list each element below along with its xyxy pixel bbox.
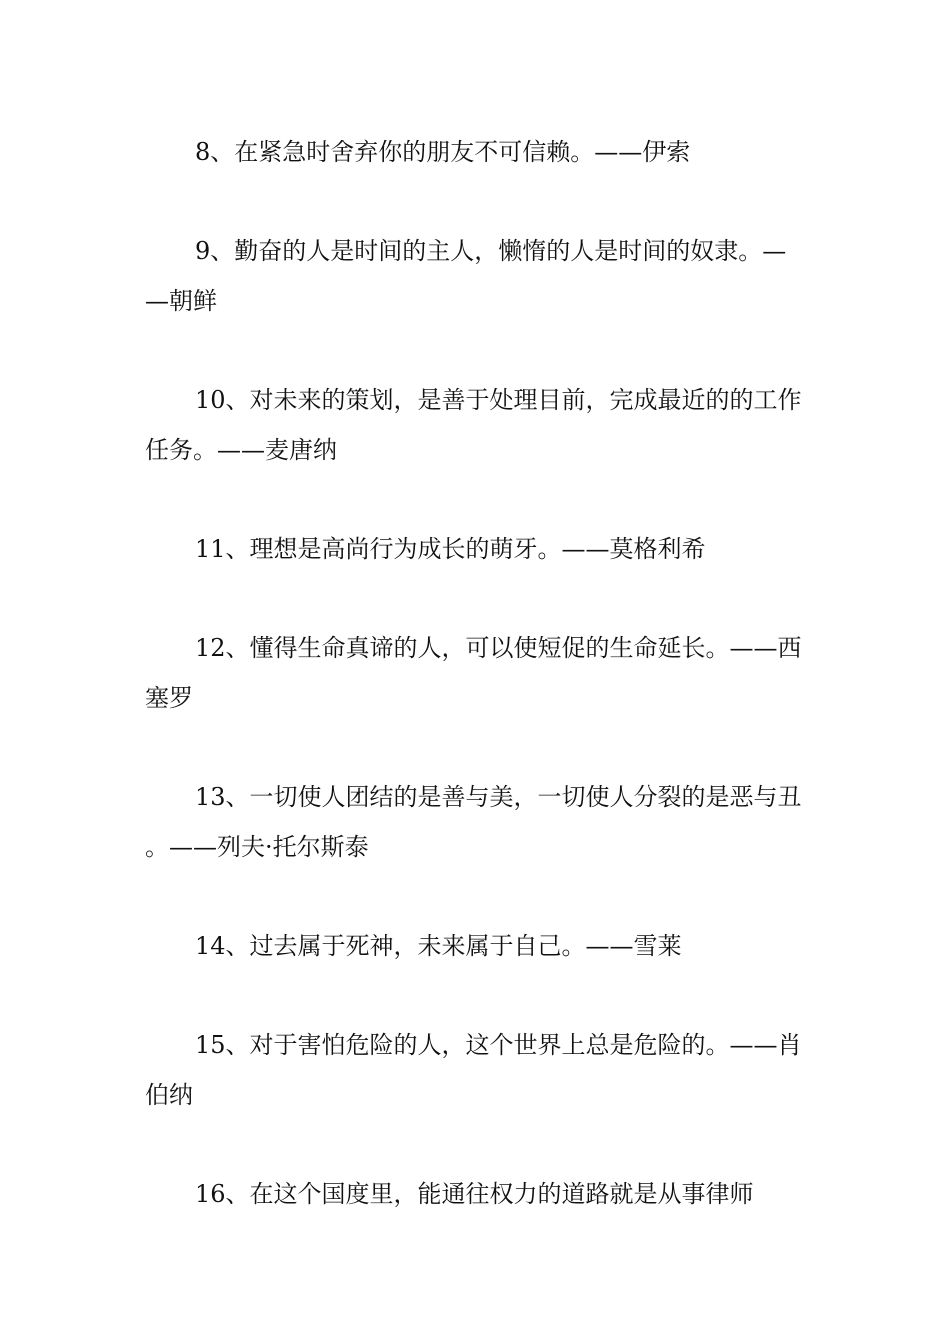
quote-paragraph: 11、理想是高尚行为成长的萌牙。——莫格利希	[195, 535, 706, 563]
quote-paragraph: 12、懂得生命真谛的人，可以使短促的生命延长。——西塞罗	[145, 634, 802, 712]
document-body	[145, 127, 810, 1219]
quote-paragraph: 10、对未来的策划，是善于处理目前，完成最近的的工作任务。——麦唐纳	[145, 386, 802, 464]
quote-paragraph: 15、对于害怕危险的人，这个世界上总是危险的。——肖伯纳	[145, 1031, 802, 1109]
quote-paragraph: 9、勤奋的人是时间的主人，懒惰的人是时间的奴隶。——朝鲜	[145, 237, 787, 315]
quote-paragraph: 14、过去属于死神，未来属于自己。——雪莱	[195, 932, 682, 960]
quote-paragraph: 16、在这个国度里，能通往权力的道路就是从事律师	[195, 1180, 754, 1208]
quote-paragraph: 8、在紧急时舍弃你的朋友不可信赖。——伊索	[195, 138, 691, 166]
quote-paragraph: 13、一切使人团结的是善与美，一切使人分裂的是恶与丑。——列夫·托尔斯泰	[145, 783, 802, 861]
